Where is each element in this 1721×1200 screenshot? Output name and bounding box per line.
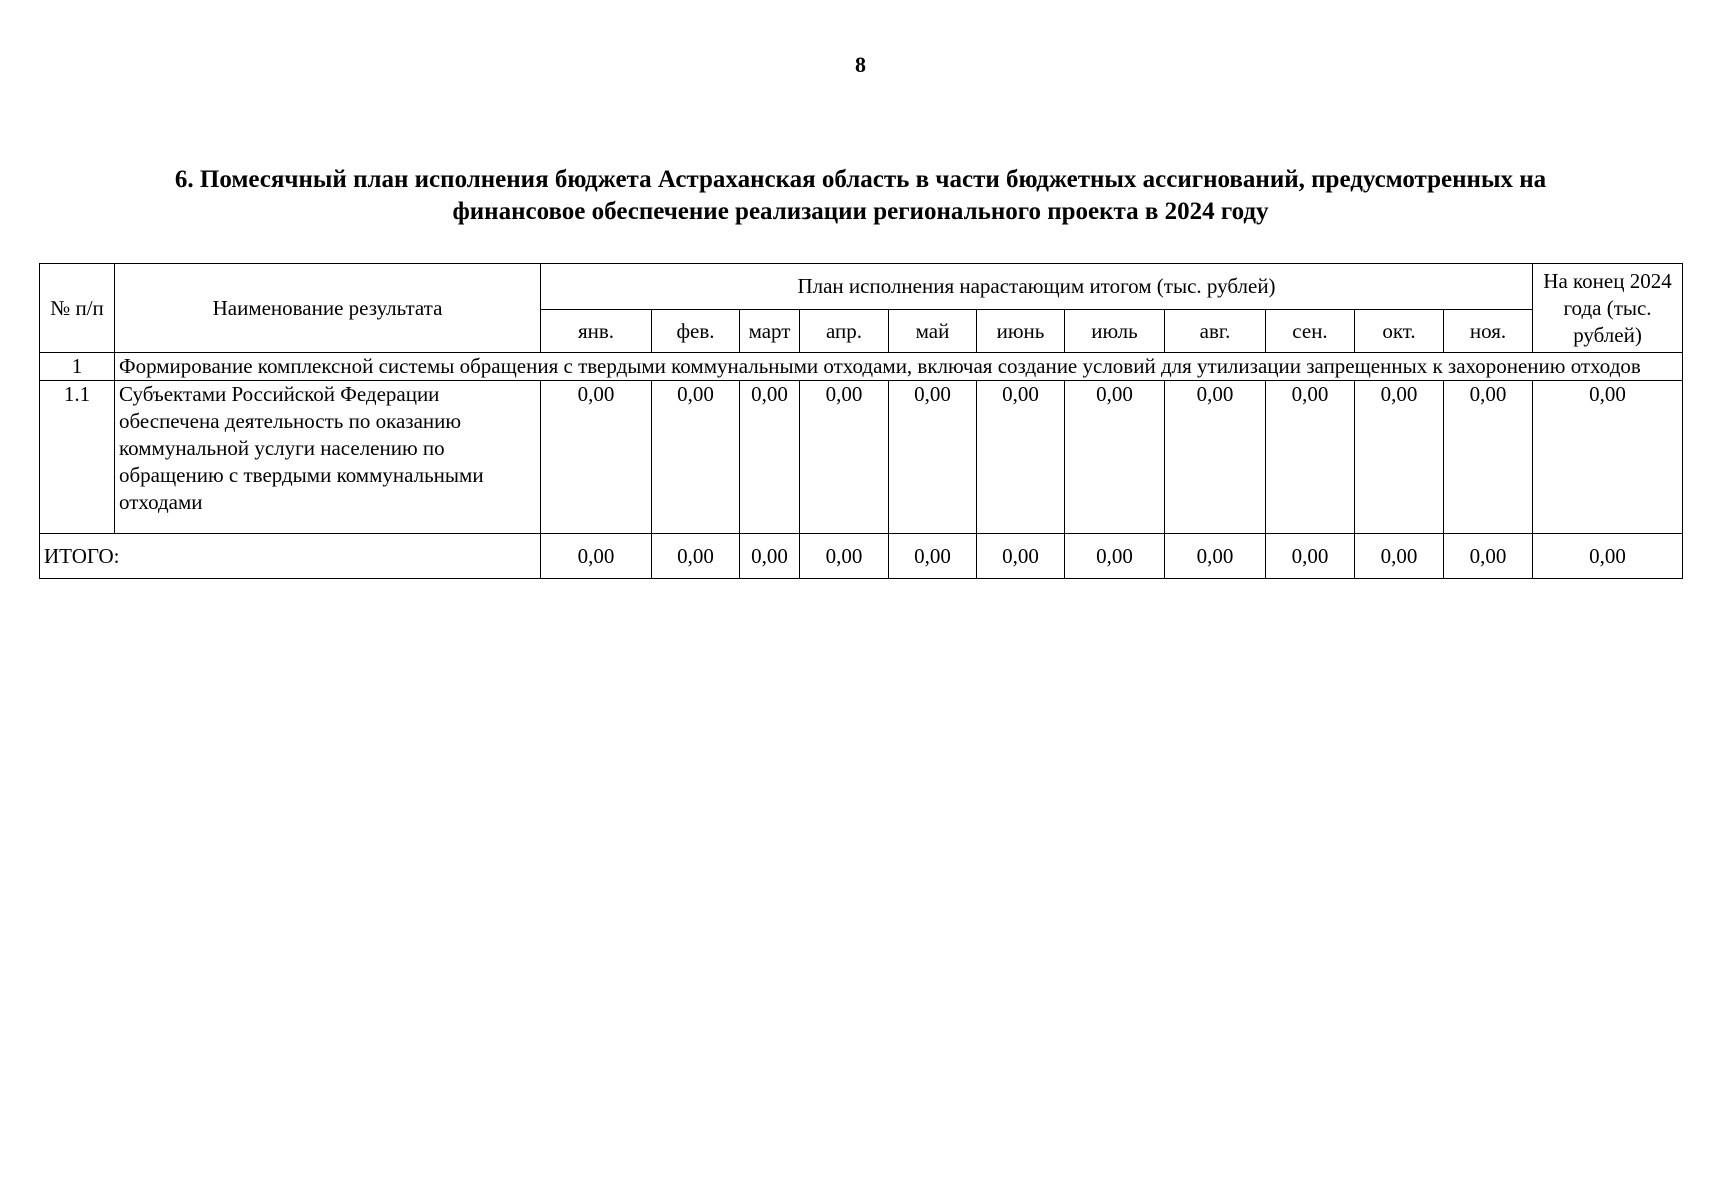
page-number: 8 bbox=[855, 52, 866, 77]
title-line-1: 6. Помесячный план исполнения бюджета Астраханская область в части бюджетных ассигнований, предусмотренных на bbox=[174, 166, 1547, 193]
col-header-name: Наименование результата bbox=[115, 264, 541, 353]
section-number: 1 bbox=[40, 353, 115, 381]
total-value: 0,00 bbox=[1266, 534, 1355, 579]
total-value: 0,00 bbox=[541, 534, 652, 579]
total-label: ИТОГО: bbox=[40, 534, 541, 579]
item-value: 0,00 bbox=[1065, 381, 1165, 534]
month-header: май bbox=[889, 310, 977, 353]
table-row bbox=[40, 381, 1683, 534]
col-header-year-end: На конец 2024 года (тыс. рублей) bbox=[1533, 264, 1683, 353]
month-header: март bbox=[740, 310, 800, 353]
item-number: 1.1 bbox=[40, 381, 115, 534]
header-row-1 bbox=[40, 264, 1683, 310]
total-value: 0,00 bbox=[1444, 534, 1533, 579]
item-value: 0,00 bbox=[1266, 381, 1355, 534]
total-value: 0,00 bbox=[800, 534, 889, 579]
item-value: 0,00 bbox=[652, 381, 740, 534]
title-line-2: финансовое обеспечение реализации регионального проекта в 2024 году bbox=[452, 198, 1269, 225]
total-value: 0,00 bbox=[1355, 534, 1444, 579]
item-name: Субъектами Российской Федерации обеспечена деятельность по оказанию коммунальной услуги населению по обращению с твердыми коммунальными отходами bbox=[115, 381, 541, 534]
item-value: 0,00 bbox=[889, 381, 977, 534]
month-header: фев. bbox=[652, 310, 740, 353]
item-year-end-value: 0,00 bbox=[1533, 381, 1683, 534]
total-value: 0,00 bbox=[1165, 534, 1266, 579]
total-row bbox=[40, 534, 1683, 579]
item-value: 0,00 bbox=[977, 381, 1065, 534]
section-row bbox=[40, 353, 1683, 381]
total-value: 0,00 bbox=[977, 534, 1065, 579]
section-name: Формирование комплексной системы обращения с твердыми коммунальными отходами, включая создание условий для утилизации запрещенных к захоронению отходов bbox=[115, 353, 1683, 381]
item-value: 0,00 bbox=[541, 381, 652, 534]
month-header: июнь bbox=[977, 310, 1065, 353]
item-value: 0,00 bbox=[800, 381, 889, 534]
total-value: 0,00 bbox=[1065, 534, 1165, 579]
month-header: апр. bbox=[800, 310, 889, 353]
col-header-plan: План исполнения нарастающим итогом (тыс. рублей) bbox=[541, 264, 1533, 310]
budget-plan-table bbox=[39, 263, 1683, 579]
total-value: 0,00 bbox=[740, 534, 800, 579]
month-header: сен. bbox=[1266, 310, 1355, 353]
total-value: 0,00 bbox=[889, 534, 977, 579]
month-header: ноя. bbox=[1444, 310, 1533, 353]
month-header: авг. bbox=[1165, 310, 1266, 353]
month-header: июль bbox=[1065, 310, 1165, 353]
document-title bbox=[0, 164, 1721, 228]
month-header: окт. bbox=[1355, 310, 1444, 353]
item-value: 0,00 bbox=[1165, 381, 1266, 534]
item-value: 0,00 bbox=[1444, 381, 1533, 534]
total-year-end-value: 0,00 bbox=[1533, 534, 1683, 579]
item-value: 0,00 bbox=[740, 381, 800, 534]
col-header-num: № п/п bbox=[40, 264, 115, 353]
item-value: 0,00 bbox=[1355, 381, 1444, 534]
total-value: 0,00 bbox=[652, 534, 740, 579]
month-header: янв. bbox=[541, 310, 652, 353]
